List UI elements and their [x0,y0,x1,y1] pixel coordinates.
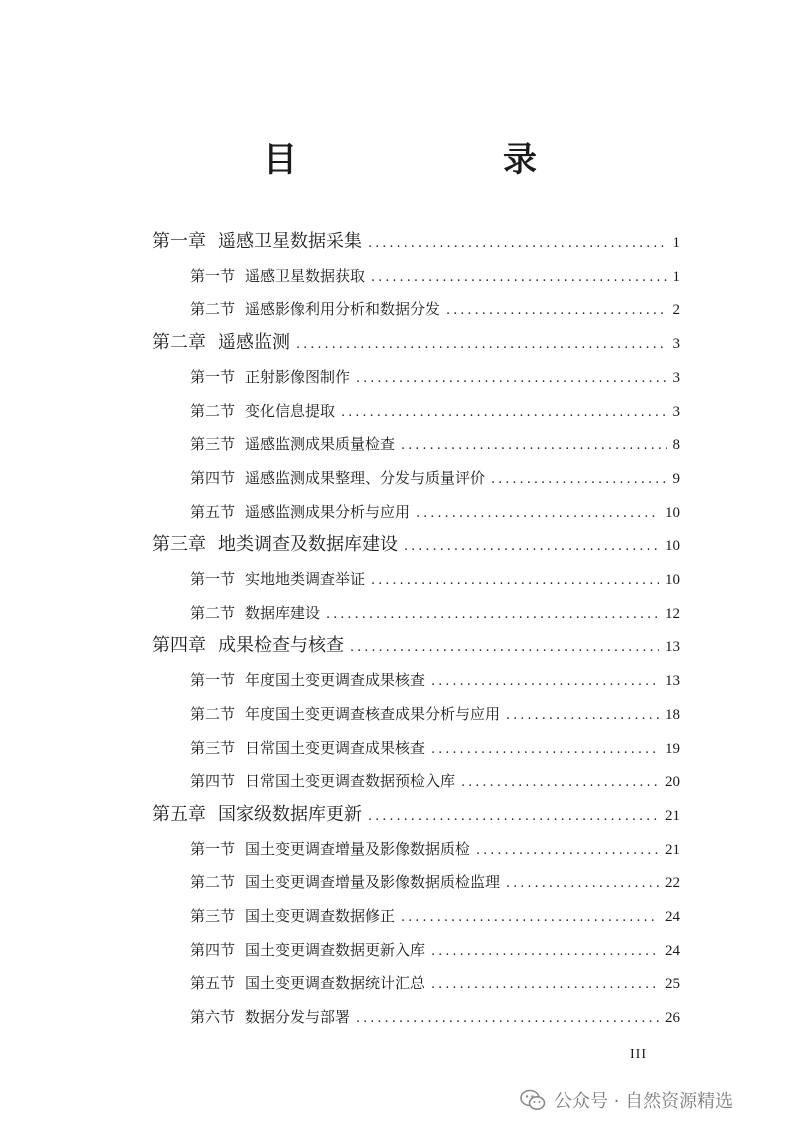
toc-entry-page: 13 [665,673,680,689]
toc-section-entry[interactable] [190,968,680,998]
toc-section-entry[interactable] [190,699,680,729]
toc-dot-leader [506,869,659,899]
toc-section-entry[interactable] [190,733,680,763]
toc-entry-page: 1 [672,269,680,285]
toc-dot-leader [461,768,659,798]
toc-entry-number: 第一节 [190,840,236,858]
toc-entry-number: 第三章 [152,534,206,555]
toc-dot-leader [368,802,659,832]
toc-entry-page: 3 [672,404,680,420]
toc-section-entry[interactable] [190,901,680,931]
toc-entry-number: 第二节 [190,873,236,891]
toc-entry-title: 国土变更调查增量及影像数据质检 [245,840,471,858]
toc-entry-page: 21 [665,842,680,858]
toc-chapter-entry[interactable] [152,631,680,661]
toc-chapter-entry[interactable] [152,530,680,560]
toc-entry-page: 12 [665,606,680,622]
toc-dot-leader [404,532,659,562]
page-title: 目 录 [263,140,583,180]
toc-entry-number: 第二节 [190,300,236,318]
toc-dot-leader [356,364,666,394]
toc-entry-title: 日常国土变更调查成果核查 [245,739,426,757]
toc-section-entry[interactable] [190,497,680,527]
toc-section-entry[interactable] [190,867,680,897]
toc-dot-leader [431,937,659,967]
toc-entry-page: 21 [665,808,680,824]
toc-section-entry[interactable] [190,766,680,796]
toc-dot-leader [491,465,666,495]
toc-entry-title: 国土变更调查数据统计汇总 [245,974,426,992]
toc-entry-title: 数据分发与部署 [245,1008,351,1026]
toc-entry-page: 3 [672,370,680,386]
toc-entry-title: 地类调查及数据库建设 [218,534,398,555]
watermark-text: 公众号 · 自然资源精选 [554,1091,734,1112]
toc-entry-number: 第三节 [190,435,236,453]
toc-entry-page: 20 [665,774,680,790]
toc-entry-page: 10 [665,572,680,588]
toc-entry-page: 26 [665,1010,680,1026]
toc-entry-number: 第二章 [152,332,206,353]
toc-dot-leader [431,970,659,1000]
toc-entry-number: 第一节 [190,570,236,588]
toc-section-entry[interactable] [190,362,680,392]
toc-entry-title: 国土变更调查增量及影像数据质检监理 [245,873,501,891]
toc-entry-page: 13 [665,639,680,655]
toc-entry-number: 第二节 [190,402,236,420]
toc-entry-title: 遥感监测成果整理、分发与质量评价 [245,469,486,487]
toc-dot-leader [326,600,659,630]
toc-dot-leader [431,735,659,765]
toc-entry-number: 第五章 [152,804,206,825]
toc-entry-title: 正射影像图制作 [245,368,351,386]
toc-dot-leader [401,431,666,461]
toc-entry-page: 9 [672,471,680,487]
toc-entry-page: 10 [665,538,680,554]
toc-entry-number: 第四节 [190,469,236,487]
toc-entry-title: 成果检查与核查 [218,635,344,656]
toc-entry-title: 国土变更调查数据更新入库 [245,941,426,959]
toc-dot-leader [341,398,666,428]
watermark [520,1086,733,1114]
toc-entry-title: 国土变更调查数据修正 [245,907,396,925]
toc-entry-number: 第一节 [190,671,236,689]
page-number: III [630,1047,647,1062]
toc-section-entry[interactable] [190,429,680,459]
toc-dot-leader [401,903,659,933]
toc-entry-title: 遥感监测成果分析与应用 [245,503,411,521]
toc-dot-leader [356,1004,659,1034]
toc-section-entry[interactable] [190,294,680,324]
toc-section-entry[interactable] [190,935,680,965]
toc-entry-number: 第一节 [190,368,236,386]
toc-entry-title: 国家级数据库更新 [218,804,362,825]
toc-section-entry[interactable] [190,564,680,594]
toc-entry-number: 第五节 [190,503,236,521]
toc-dot-leader [506,701,659,731]
toc-entry-page: 10 [665,505,680,521]
toc-entry-page: 24 [665,943,680,959]
toc-entry-page: 19 [665,741,680,757]
toc-section-entry[interactable] [190,665,680,695]
toc-entry-number: 第六节 [190,1008,236,1026]
toc-entry-number: 第四节 [190,772,236,790]
toc-chapter-entry[interactable] [152,328,680,358]
toc-dot-leader [371,566,659,596]
toc-dot-leader [368,229,667,259]
toc-entry-page: 18 [665,707,680,723]
toc-dot-leader [416,499,659,529]
toc-entry-title: 遥感影像利用分析和数据分发 [245,300,441,318]
toc-section-entry[interactable] [190,261,680,291]
toc-entry-page: 2 [672,302,680,318]
toc-entry-title: 日常国土变更调查数据预检入库 [245,772,456,790]
toc-entry-number: 第三节 [190,907,236,925]
toc-entry-number: 第三节 [190,739,236,757]
toc-entry-number: 第二节 [190,705,236,723]
toc-entry-number: 第四节 [190,941,236,959]
toc-entry-page: 1 [672,235,680,251]
toc-entry-number: 第五节 [190,974,236,992]
toc-entry-title: 遥感卫星数据获取 [245,267,366,285]
toc-chapter-entry[interactable] [152,800,680,830]
toc-dot-leader [476,836,659,866]
toc-entry-page: 22 [665,875,680,891]
toc-entry-title: 数据库建设 [245,604,321,622]
toc-entry-number: 第一节 [190,267,236,285]
toc-entry-title: 实地地类调查举证 [245,570,366,588]
toc-entry-page: 8 [672,437,680,453]
toc-entry-title: 遥感监测成果质量检查 [245,435,396,453]
toc-chapter-entry[interactable] [152,227,680,257]
toc-dot-leader [350,633,659,663]
toc-dot-leader [371,263,666,293]
toc-entry-number: 第二节 [190,604,236,622]
toc-section-entry[interactable] [190,463,680,493]
toc-entry-title: 遥感卫星数据采集 [218,231,362,252]
toc-entry-page: 3 [672,336,680,352]
toc-entry-title: 年度国土变更调查核查成果分析与应用 [245,705,501,723]
toc-section-entry[interactable] [190,1002,680,1032]
toc-entry-page: 25 [665,976,680,992]
toc-entry-page: 24 [665,909,680,925]
toc-section-entry[interactable] [190,834,680,864]
toc-dot-leader [431,667,659,697]
toc-entry-number: 第一章 [152,231,206,252]
toc-dot-leader [296,330,667,360]
toc-section-entry[interactable] [190,396,680,426]
toc-entry-title: 变化信息提取 [245,402,336,420]
toc-dot-leader [446,296,666,326]
toc-entry-title: 年度国土变更调查成果核查 [245,671,426,689]
toc-entry-title: 遥感监测 [218,332,290,353]
toc-section-entry[interactable] [190,598,680,628]
toc-entry-number: 第四章 [152,635,206,656]
wechat-icon [520,1088,546,1112]
